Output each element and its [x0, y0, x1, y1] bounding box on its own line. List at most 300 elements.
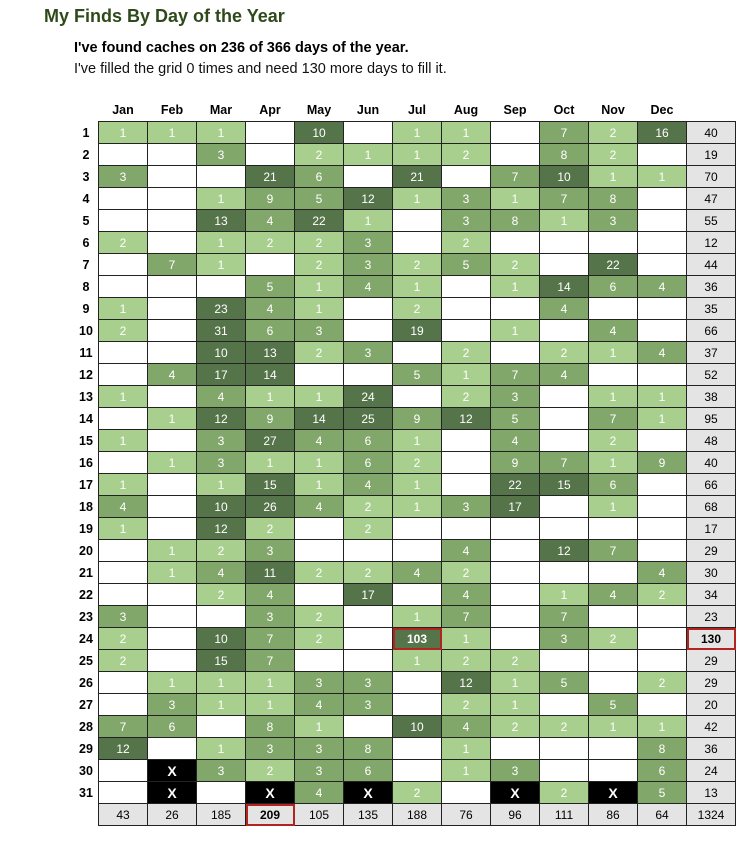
- month-total-cell: 185: [197, 804, 246, 826]
- day-finds-cell: 2: [99, 232, 148, 254]
- day-number-label: 29: [79, 741, 93, 756]
- day-finds-cell: 12: [197, 408, 246, 430]
- day-finds-cell: 1: [491, 320, 540, 342]
- day-finds-cell: 1: [442, 738, 491, 760]
- day-finds-cell: 3: [197, 430, 246, 452]
- day-finds-cell: [638, 606, 687, 628]
- day-finds-cell: 4: [589, 320, 638, 342]
- row-total-cell: 48: [687, 430, 736, 452]
- day-row-6: [74, 232, 736, 254]
- unavailable-day-cell: X: [148, 760, 197, 782]
- row-total-cell: 24: [687, 760, 736, 782]
- day-finds-cell: 8: [638, 738, 687, 760]
- day-finds-cell: 4: [295, 694, 344, 716]
- grid-body: [74, 122, 736, 826]
- day-finds-cell: [393, 738, 442, 760]
- day-finds-cell: 1: [491, 694, 540, 716]
- day-finds-cell: 2: [442, 342, 491, 364]
- day-finds-cell: [344, 716, 393, 738]
- day-finds-cell: 4: [295, 782, 344, 804]
- day-finds-cell: 5: [638, 782, 687, 804]
- day-finds-cell: 1: [197, 694, 246, 716]
- day-finds-cell: [442, 298, 491, 320]
- month-total-cell: 86: [589, 804, 638, 826]
- day-finds-cell: 12: [442, 672, 491, 694]
- day-finds-cell: 12: [344, 188, 393, 210]
- day-finds-cell: [589, 650, 638, 672]
- day-finds-cell: 9: [491, 452, 540, 474]
- row-total-cell: 95: [687, 408, 736, 430]
- day-finds-cell: [540, 408, 589, 430]
- day-finds-cell: [540, 320, 589, 342]
- month-total-cell: 135: [344, 804, 393, 826]
- day-finds-cell: 2: [491, 650, 540, 672]
- month-header-jun: Jun: [356, 102, 380, 117]
- day-finds-cell: 13: [246, 342, 295, 364]
- month-total-cell: 111: [540, 804, 589, 826]
- day-finds-cell: 2: [589, 430, 638, 452]
- day-finds-cell: 6: [638, 760, 687, 782]
- day-finds-cell: 1: [589, 342, 638, 364]
- row-total-cell: 66: [687, 474, 736, 496]
- day-finds-cell: [148, 188, 197, 210]
- day-finds-cell: [295, 364, 344, 386]
- day-finds-cell: 2: [393, 452, 442, 474]
- day-finds-cell: 6: [246, 320, 295, 342]
- day-finds-cell: [638, 694, 687, 716]
- row-total-cell: 42: [687, 716, 736, 738]
- day-finds-cell: 4: [442, 716, 491, 738]
- row-total-cell: 19: [687, 144, 736, 166]
- day-finds-cell: 1: [638, 166, 687, 188]
- row-total-cell: 12: [687, 232, 736, 254]
- row-total-cell: 35: [687, 298, 736, 320]
- day-finds-cell: [99, 144, 148, 166]
- day-finds-cell: [638, 650, 687, 672]
- month-totals-row: [74, 804, 736, 826]
- day-finds-cell: [540, 232, 589, 254]
- day-finds-cell: 1: [589, 166, 638, 188]
- day-finds-cell: 5: [442, 254, 491, 276]
- day-finds-cell: 4: [344, 276, 393, 298]
- row-total-cell: 30: [687, 562, 736, 584]
- day-row-15: [74, 430, 736, 452]
- day-finds-cell: [148, 298, 197, 320]
- day-finds-cell: [442, 518, 491, 540]
- day-finds-cell: [99, 584, 148, 606]
- day-finds-cell: 2: [197, 540, 246, 562]
- day-finds-cell: [638, 210, 687, 232]
- day-finds-cell: 2: [589, 122, 638, 144]
- day-finds-cell: [540, 760, 589, 782]
- day-finds-cell: 3: [197, 144, 246, 166]
- day-finds-cell: 1: [393, 474, 442, 496]
- day-finds-cell: [99, 562, 148, 584]
- row-total-cell: 55: [687, 210, 736, 232]
- day-finds-cell: [393, 342, 442, 364]
- day-finds-cell: [491, 738, 540, 760]
- day-finds-cell: [638, 496, 687, 518]
- day-row-31: [74, 782, 736, 804]
- day-finds-cell: [99, 760, 148, 782]
- day-finds-cell: 14: [295, 408, 344, 430]
- month-header-dec: Dec: [650, 102, 674, 117]
- row-total-cell: 29: [687, 540, 736, 562]
- day-finds-cell: [295, 584, 344, 606]
- day-finds-cell: [491, 584, 540, 606]
- day-finds-cell: 9: [246, 188, 295, 210]
- day-number-label: 21: [79, 565, 93, 580]
- day-finds-cell: 1: [442, 122, 491, 144]
- day-finds-cell: [148, 496, 197, 518]
- day-finds-cell: 2: [99, 650, 148, 672]
- day-finds-cell: [589, 672, 638, 694]
- day-finds-cell: 3: [99, 166, 148, 188]
- day-finds-cell: [99, 188, 148, 210]
- day-finds-cell: [295, 540, 344, 562]
- day-number-label: 3: [82, 169, 90, 184]
- day-row-22: [74, 584, 736, 606]
- day-finds-cell: 8: [540, 144, 589, 166]
- day-finds-cell: 3: [442, 188, 491, 210]
- day-number-label: 24: [79, 631, 93, 646]
- totals-row-label: [74, 804, 99, 826]
- day-finds-cell: [344, 320, 393, 342]
- day-finds-cell: [344, 298, 393, 320]
- day-finds-cell: [638, 540, 687, 562]
- day-finds-cell: 15: [540, 474, 589, 496]
- day-row-25: [74, 650, 736, 672]
- unavailable-day-cell: X: [148, 782, 197, 804]
- day-finds-cell: 7: [589, 540, 638, 562]
- day-finds-cell: [148, 650, 197, 672]
- row-total-cell: 23: [687, 606, 736, 628]
- finds-calendar-grid: [74, 98, 736, 826]
- day-row-18: [74, 496, 736, 518]
- day-row-16: [74, 452, 736, 474]
- day-finds-cell: [344, 122, 393, 144]
- day-finds-cell: 3: [197, 760, 246, 782]
- day-finds-cell: 2: [442, 144, 491, 166]
- day-finds-cell: 1: [638, 716, 687, 738]
- day-finds-cell: 27: [246, 430, 295, 452]
- day-row-21: [74, 562, 736, 584]
- day-finds-cell: 3: [344, 672, 393, 694]
- day-finds-cell: [638, 518, 687, 540]
- day-finds-cell: [393, 386, 442, 408]
- day-finds-cell: [540, 518, 589, 540]
- day-finds-cell: 4: [246, 210, 295, 232]
- day-finds-cell: [99, 540, 148, 562]
- day-finds-cell: [589, 232, 638, 254]
- day-finds-cell: 1: [148, 540, 197, 562]
- day-finds-cell: 7: [491, 364, 540, 386]
- day-finds-cell: [540, 694, 589, 716]
- day-finds-cell: 1: [99, 386, 148, 408]
- day-finds-cell: 1: [99, 122, 148, 144]
- day-finds-cell: 2: [442, 562, 491, 584]
- day-finds-cell: 1: [393, 122, 442, 144]
- day-finds-cell: 2: [540, 782, 589, 804]
- day-finds-cell: 3: [295, 320, 344, 342]
- day-finds-cell: [540, 386, 589, 408]
- day-finds-cell: [197, 782, 246, 804]
- day-finds-cell: 4: [589, 584, 638, 606]
- day-finds-cell: [295, 650, 344, 672]
- day-number-label: 23: [79, 609, 93, 624]
- day-finds-cell: [638, 144, 687, 166]
- day-finds-cell: [638, 628, 687, 650]
- day-finds-cell: [589, 562, 638, 584]
- day-finds-cell: [197, 276, 246, 298]
- day-finds-cell: [393, 694, 442, 716]
- unavailable-day-cell: X: [344, 782, 393, 804]
- day-number-label: 9: [82, 301, 90, 316]
- day-finds-cell: 12: [197, 518, 246, 540]
- day-finds-cell: [148, 276, 197, 298]
- month-header-mar: Mar: [209, 102, 233, 117]
- day-finds-cell: 3: [344, 342, 393, 364]
- day-finds-cell: [393, 672, 442, 694]
- day-finds-cell: 1: [197, 188, 246, 210]
- day-finds-cell: [491, 628, 540, 650]
- day-finds-cell: 17: [491, 496, 540, 518]
- day-finds-cell: 2: [295, 254, 344, 276]
- day-finds-cell: 2: [442, 386, 491, 408]
- day-finds-cell: [442, 166, 491, 188]
- day-finds-cell: [540, 738, 589, 760]
- day-row-1: [74, 122, 736, 144]
- day-finds-cell: 1: [148, 452, 197, 474]
- day-finds-cell: 2: [295, 144, 344, 166]
- day-finds-cell: 4: [442, 540, 491, 562]
- day-finds-cell: [491, 518, 540, 540]
- grand-total-cell: 1324: [687, 804, 736, 826]
- day-finds-cell: 7: [148, 254, 197, 276]
- day-finds-cell: 5: [540, 672, 589, 694]
- month-total-cell: 76: [442, 804, 491, 826]
- month-header-apr: Apr: [259, 102, 281, 117]
- row-total-cell: 29: [687, 672, 736, 694]
- day-finds-cell: 10: [393, 716, 442, 738]
- day-row-20: [74, 540, 736, 562]
- day-finds-cell: 4: [491, 430, 540, 452]
- day-row-29: [74, 738, 736, 760]
- day-finds-cell: 4: [540, 364, 589, 386]
- day-finds-cell: 2: [589, 628, 638, 650]
- day-finds-cell: 5: [246, 276, 295, 298]
- day-finds-cell: 1: [589, 716, 638, 738]
- day-row-13: [74, 386, 736, 408]
- day-row-8: [74, 276, 736, 298]
- day-finds-cell: 1: [99, 518, 148, 540]
- day-finds-cell: [540, 562, 589, 584]
- day-finds-cell: [148, 342, 197, 364]
- day-finds-cell: 1: [246, 672, 295, 694]
- day-number-label: 15: [79, 433, 93, 448]
- day-finds-cell: [148, 232, 197, 254]
- day-number-label: 1: [82, 125, 90, 140]
- day-finds-cell: 2: [540, 716, 589, 738]
- month-total-cell: 188: [393, 804, 442, 826]
- day-finds-cell: [148, 628, 197, 650]
- day-finds-cell: 2: [246, 760, 295, 782]
- day-finds-cell: 3: [295, 672, 344, 694]
- day-finds-cell: 4: [540, 298, 589, 320]
- day-finds-cell: 17: [197, 364, 246, 386]
- day-finds-cell: 5: [589, 694, 638, 716]
- day-number-label: 5: [82, 213, 90, 228]
- month-total-cell: 43: [99, 804, 148, 826]
- summary-text: I've found caches on 236 of 366 days of the year.: [74, 40, 409, 56]
- month-header-row: [74, 98, 736, 122]
- day-finds-cell: 2: [295, 232, 344, 254]
- day-finds-cell: 26: [246, 496, 295, 518]
- day-finds-cell: [148, 584, 197, 606]
- day-finds-cell: 1: [99, 430, 148, 452]
- day-row-19: [74, 518, 736, 540]
- day-finds-cell: 13: [197, 210, 246, 232]
- day-finds-cell: [344, 628, 393, 650]
- day-finds-cell: 14: [540, 276, 589, 298]
- day-number-label: 14: [79, 411, 93, 426]
- day-finds-cell: 1: [442, 760, 491, 782]
- day-finds-cell: 31: [197, 320, 246, 342]
- day-finds-cell: 2: [99, 628, 148, 650]
- day-finds-cell: 4: [295, 430, 344, 452]
- day-finds-cell: 1: [344, 144, 393, 166]
- day-finds-cell: 3: [589, 210, 638, 232]
- day-finds-cell: [589, 738, 638, 760]
- day-finds-cell: 9: [638, 452, 687, 474]
- day-finds-cell: 4: [197, 562, 246, 584]
- day-number-label: 2: [82, 147, 90, 162]
- day-finds-cell: 1: [393, 144, 442, 166]
- day-finds-cell: [197, 606, 246, 628]
- day-finds-cell: 7: [589, 408, 638, 430]
- day-finds-cell: 1: [197, 254, 246, 276]
- day-finds-cell: 4: [638, 562, 687, 584]
- day-finds-cell: [148, 144, 197, 166]
- day-number-label: 7: [82, 257, 90, 272]
- day-finds-cell: [540, 650, 589, 672]
- day-finds-cell: 2: [442, 232, 491, 254]
- day-finds-cell: 1: [197, 672, 246, 694]
- day-finds-cell: 3: [197, 452, 246, 474]
- day-finds-cell: 16: [638, 122, 687, 144]
- day-finds-cell: 4: [246, 584, 295, 606]
- day-finds-cell: [540, 254, 589, 276]
- day-finds-cell: [393, 760, 442, 782]
- day-finds-cell: 25: [344, 408, 393, 430]
- day-finds-cell: 1: [246, 386, 295, 408]
- day-finds-cell: 4: [393, 562, 442, 584]
- day-finds-cell: [442, 782, 491, 804]
- row-total-cell: 47: [687, 188, 736, 210]
- day-finds-cell: [99, 254, 148, 276]
- day-finds-cell: 2: [638, 672, 687, 694]
- day-finds-cell: [99, 364, 148, 386]
- month-total-cell: 96: [491, 804, 540, 826]
- day-number-label: 16: [79, 455, 93, 470]
- month-header-feb: Feb: [160, 102, 184, 117]
- day-finds-cell: [491, 540, 540, 562]
- day-finds-cell: 4: [344, 474, 393, 496]
- day-finds-cell: [638, 320, 687, 342]
- day-finds-cell: 1: [589, 452, 638, 474]
- day-finds-cell: 1: [295, 386, 344, 408]
- day-row-2: [74, 144, 736, 166]
- day-finds-cell: 1: [148, 562, 197, 584]
- day-finds-cell: 1: [197, 474, 246, 496]
- day-row-14: [74, 408, 736, 430]
- row-total-header: [687, 98, 736, 122]
- day-number-label: 4: [82, 191, 90, 206]
- day-finds-cell: 2: [197, 584, 246, 606]
- day-finds-cell: 1: [442, 364, 491, 386]
- day-finds-cell: 10: [197, 628, 246, 650]
- day-finds-cell: 9: [393, 408, 442, 430]
- day-finds-cell: [589, 518, 638, 540]
- unavailable-day-cell: X: [246, 782, 295, 804]
- day-finds-cell: 2: [393, 254, 442, 276]
- day-finds-cell: 3: [148, 694, 197, 716]
- day-number-label: 25: [79, 653, 93, 668]
- day-finds-cell: [344, 540, 393, 562]
- month-header-jul: Jul: [407, 102, 427, 117]
- day-row-30: [74, 760, 736, 782]
- day-finds-cell: 2: [344, 562, 393, 584]
- day-row-5: [74, 210, 736, 232]
- day-row-4: [74, 188, 736, 210]
- day-finds-cell: [99, 694, 148, 716]
- day-finds-cell: 2: [393, 782, 442, 804]
- day-finds-cell: [99, 782, 148, 804]
- day-finds-cell: 3: [295, 760, 344, 782]
- day-finds-cell: 17: [344, 584, 393, 606]
- day-finds-cell: 1: [589, 496, 638, 518]
- day-finds-cell: 2: [638, 584, 687, 606]
- day-finds-cell: [638, 188, 687, 210]
- fill-status-text: I've filled the grid 0 times and need 130 more days to fill it.: [74, 61, 447, 77]
- row-total-cell: 44: [687, 254, 736, 276]
- day-finds-cell: [638, 254, 687, 276]
- day-finds-cell: 1: [148, 408, 197, 430]
- day-finds-cell: [491, 562, 540, 584]
- day-number-label: 26: [79, 675, 93, 690]
- day-number-label: 8: [82, 279, 90, 294]
- day-finds-cell: 5: [295, 188, 344, 210]
- day-number-label: 17: [79, 477, 93, 492]
- day-finds-cell: 14: [246, 364, 295, 386]
- day-finds-cell: 1: [99, 474, 148, 496]
- day-row-11: [74, 342, 736, 364]
- month-header-jan: Jan: [112, 102, 134, 117]
- day-finds-cell: 1: [246, 694, 295, 716]
- day-finds-cell: 4: [99, 496, 148, 518]
- day-finds-cell: [148, 518, 197, 540]
- day-finds-cell: 1: [491, 188, 540, 210]
- day-finds-cell: 2: [344, 518, 393, 540]
- day-finds-cell: [148, 210, 197, 232]
- day-finds-cell: [491, 342, 540, 364]
- day-finds-cell: 1: [148, 122, 197, 144]
- day-number-label: 30: [79, 763, 93, 778]
- day-finds-cell: [148, 474, 197, 496]
- day-finds-cell: 6: [589, 276, 638, 298]
- row-total-cell: 68: [687, 496, 736, 518]
- day-row-26: [74, 672, 736, 694]
